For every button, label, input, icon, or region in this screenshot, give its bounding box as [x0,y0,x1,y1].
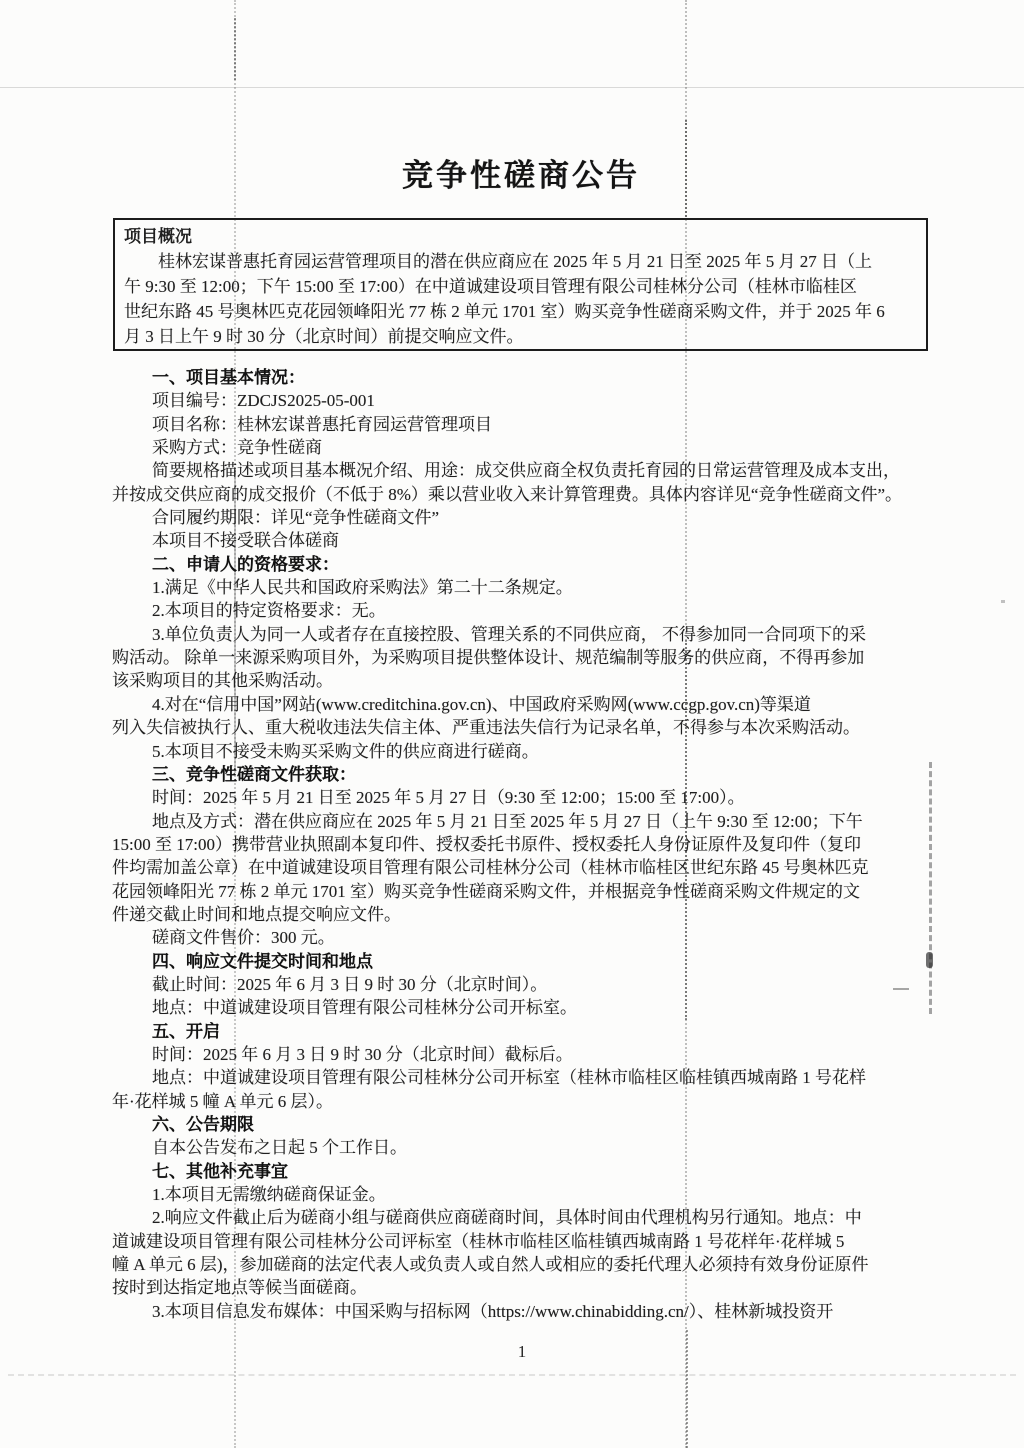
scan-horizontal-line [0,87,1024,88]
fold-line-dark-segment [234,18,236,80]
section-heading: 五、开启 [152,1021,220,1041]
text-line: 购活动。 除单一来源采购项目外，为采购项目提供整体设计、规范编制等服务的供应商，不得再参加 [112,648,865,668]
section-heading: 一、项目基本情况： [152,368,305,387]
overview-box-heading: 项目概况 [124,227,192,246]
text-line: 世纪东路 45 号奥林匹克花园领峰阳光 77 栋 2 单元 1701 室）购买竞争性磋商采购文件，并于 2025 年 6 [124,302,885,321]
text-line: 时间：2025 年 5 月 21 日至 2025 年 5 月 27 日（9:30 至 12:00；15:00 至 17:00）。 [152,788,745,808]
section-heading: 四、响应文件提交时间和地点 [152,951,373,971]
text-line: 件递交截止时间和地点提交响应文件。 [112,904,401,924]
text-line: 月 3 日上午 9 时 30 分（北京时间）前提交响应文件。 [124,327,524,346]
text-line: 该采购项目的其他采购活动。 [112,671,333,691]
text-line: 3.本项目信息发布媒体：中国采购与招标网（https://www.chinabidding.cn/）、桂林新城投资开 [152,1301,834,1321]
text-line: 项目名称：桂林宏谋普惠托育园运营管理项目 [152,414,492,434]
document-body [112,366,932,1323]
text-line: 列入失信被执行人、重大税收违法失信主体、严重违法失信行为记录名单，不得参与本次采购活动。 [112,718,860,738]
text-line: 幢 A 单元 6 层)，参加磋商的法定代表人或负责人或自然人或相应的委托代理人必须持有效身份证原件 [112,1255,869,1275]
text-line: 磋商文件售价：300 元。 [152,928,335,948]
text-line: 花园领峰阳光 77 栋 2 单元 1701 室）购买竞争性磋商采购文件，并根据竞争性磋商采购文件规定的文 [112,881,860,901]
text-line: 桂林宏谋普惠托育园运营管理项目的潜在供应商应在 2025 年 5 月 21 日至 2025 年 5 月 27 日（上 [158,252,872,271]
text-line: 按时到达指定地点等候当面磋商。 [112,1278,367,1298]
text-line: 合同履约期限：详见“竞争性磋商文件” [152,508,440,528]
text-line: 件均需加盖公章）在中道诚建设项目管理有限公司桂林分公司（桂林市临桂区世纪东路 45 号奥林匹克 [112,858,869,878]
text-line: 时间：2025 年 6 月 3 日 9 时 30 分（北京时间）截标后。 [152,1044,573,1064]
scan-smudge-line [8,1374,1016,1376]
overview-box-lines [124,249,917,349]
text-line: 5.本项目不接受未购买采购文件的供应商进行磋商。 [152,741,539,761]
text-line: 项目编号：ZDCJS2025-05-001 [152,391,375,411]
text-line: 2.响应文件截止后为磋商小组与磋商供应商磋商时间，具体时间由代理机构另行通知。地点：中 [152,1208,862,1228]
scan-speck [1001,600,1005,603]
text-line: 1.满足《中华人民共和国政府采购法》第二十二条规定。 [152,578,573,598]
text-line: 简要规格描述或项目基本概况介绍、用途：成交供应商全权负责托育园的日常运营管理及成本支出， [152,461,900,481]
project-overview-box [113,218,928,351]
document-title: 竞争性磋商公告 [402,158,640,193]
section-heading: 三、竞争性磋商文件获取： [152,764,356,784]
text-line: 1.本项目无需缴纳磋商保证金。 [152,1185,386,1205]
text-line: 15:00 至 17:00）携带营业执照副本复印件、授权委托书原件、授权委托人身份证原件及复印件（复印 [112,834,861,854]
section-heading: 六、公告期限 [152,1115,254,1134]
text-line: 并按成交供应商的成交报价（不低于 8%）乘以营业收入来计算管理费。具体内容详见“竞争性磋商文件”。 [112,484,902,504]
section-heading: 二、申请人的资格要求： [152,554,339,574]
text-line: 道诚建设项目管理有限公司桂林分公司评标室（桂林市临桂区临桂镇西城南路 1 号花样年·花样城 5 [112,1231,845,1251]
text-line: 2.本项目的特定资格要求：无。 [152,601,386,621]
text-line: 3.单位负责人为同一人或者存在直接控股、管理关系的不同供应商， 不得参加同一合同项下的采 [152,624,866,644]
text-line: 地点及方式：潜在供应商应在 2025 年 5 月 21 日至 2025 年 5 月 27 日（上午 9:30 至 12:00；下午 [152,811,863,831]
page-number: 1 [517,1342,527,1361]
text-line: 本项目不接受联合体磋商 [152,531,339,551]
text-line: 截止时间：2025 年 6 月 3 日 9 时 30 分（北京时间）。 [152,974,548,994]
text-line: 地点：中道诚建设项目管理有限公司桂林分公司开标室。 [152,998,577,1018]
text-line: 地点：中道诚建设项目管理有限公司桂林分公司开标室（桂林市临桂区临桂镇西城南路 1 号花样 [152,1068,866,1088]
text-line: 午 9:30 至 12:00；下午 15:00 至 17:00）在中道诚建设项目管理有限公司桂林分公司（桂林市临桂区 [124,277,857,296]
text-line: 自本公告发布之日起 5 个工作日。 [152,1138,407,1158]
section-heading: 七、其他补充事宜 [152,1161,288,1181]
text-line: 年·花样城 5 幢 A 单元 6 层）。 [112,1091,333,1111]
text-line: 4.对在“信用中国”网站(www.creditchina.gov.cn)、中国政府采购网(www.ccgp.gov.cn)等渠道 [152,694,811,714]
text-line: 采购方式：竞争性磋商 [152,438,322,458]
